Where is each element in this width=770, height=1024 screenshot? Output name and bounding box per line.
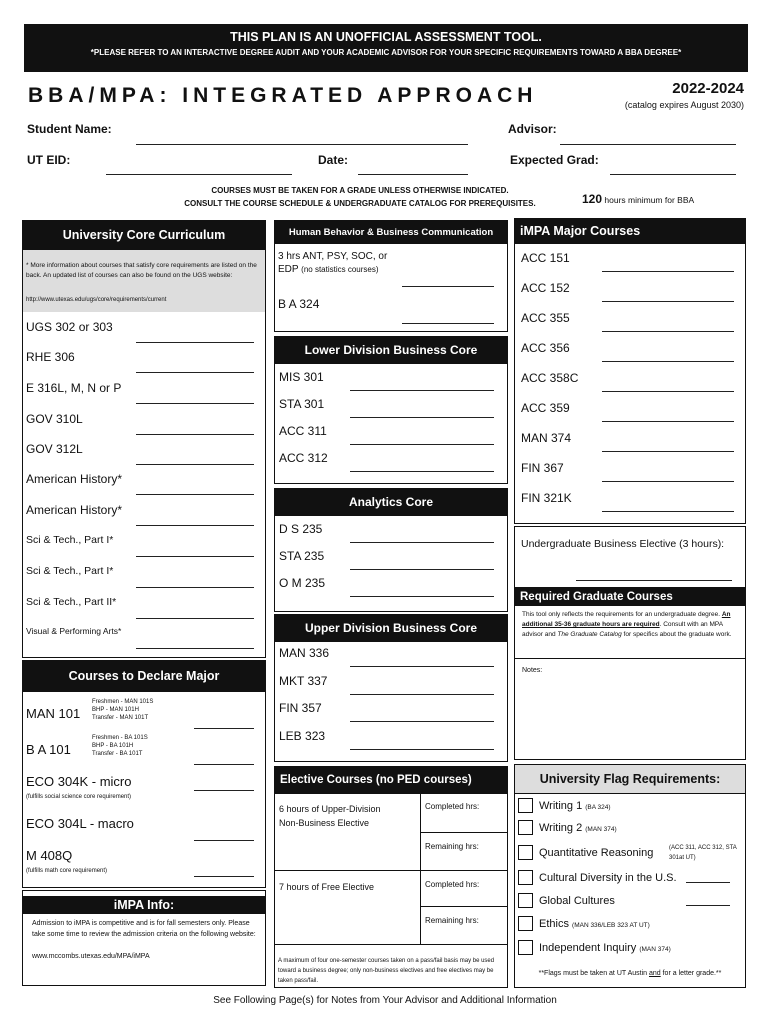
lower-div-course-field[interactable] — [350, 390, 494, 391]
ut-eid-field[interactable] — [106, 174, 292, 175]
core-course-field[interactable] — [136, 556, 254, 557]
lower-div-course-label: STA 301 — [279, 397, 325, 411]
core-course-label: GOV 312L — [26, 442, 83, 456]
major-course-label: ACC 356 — [521, 341, 570, 355]
ba101-notes — [92, 734, 148, 758]
core-course-field[interactable] — [136, 403, 254, 404]
student-name-field[interactable] — [136, 144, 468, 145]
impa-info-text: Admission to iMPA is competitive and is for fall semesters only. Please take some time to review the admission criteria on the following website: — [32, 920, 256, 938]
student-name-label: Student Name: — [27, 122, 112, 136]
ba101-note: Transfer - BA 101T — [92, 751, 143, 757]
flag-header: University Flag Requirements: — [514, 764, 746, 794]
ut-eid-label: UT EID: — [27, 153, 71, 167]
major-course-field[interactable] — [602, 481, 734, 482]
major-course-label: ACC 355 — [521, 311, 570, 325]
core-course-label: RHE 306 — [26, 350, 75, 364]
declare-major-header: Courses to Declare Major — [22, 660, 266, 692]
analytics-course-label: O M 235 — [279, 576, 326, 590]
upper-div-course-field[interactable] — [350, 666, 494, 667]
ba101-field[interactable] — [194, 764, 254, 765]
core-info-text: * More information about courses that satisfy core requirements are listed on the back. An updated list of courses can also be found on the UGS website: — [26, 262, 257, 279]
man101-note: BHP - MAN 101H — [92, 707, 139, 713]
upper-div-course-field[interactable] — [350, 694, 494, 695]
core-course-field[interactable] — [136, 494, 254, 495]
analytics-course-field[interactable] — [350, 569, 494, 570]
m408q-label: M 408Q — [26, 848, 73, 863]
expected-grad-field[interactable] — [610, 174, 736, 175]
analytics-course-field[interactable] — [350, 542, 494, 543]
major-course-field[interactable] — [602, 331, 734, 332]
flag-label: Quantitative Reasoning — [539, 847, 654, 859]
grad-courses-header: Required Graduate Courses — [514, 588, 746, 606]
grade-notice-line1: COURSES MUST BE TAKEN FOR A GRADE UNLESS OTHERWISE INDICATED. — [211, 186, 509, 195]
free-remaining-label[interactable]: Remaining hrs: — [425, 916, 479, 925]
upper-div-course-label: FIN 357 — [279, 701, 322, 715]
upper-completed-label[interactable]: Completed hrs: — [425, 802, 480, 811]
upper-div-course-label: MAN 336 — [279, 646, 330, 660]
major-course-label: MAN 374 — [521, 431, 572, 445]
expected-grad-label: Expected Grad: — [510, 153, 599, 167]
catalog-expiry: (catalog expires August 2030) — [624, 100, 744, 110]
flag-item — [539, 800, 611, 812]
major-course-field[interactable] — [602, 271, 734, 272]
grad-catalog: The Graduate Catalog — [557, 631, 622, 638]
ba101-label: B A 101 — [26, 742, 71, 757]
upper-div-course-label: MKT 337 — [279, 673, 328, 688]
analytics-course-label: D S 235 — [279, 522, 323, 536]
electives-divider — [420, 794, 421, 944]
grad-text-2: . Consult with an MPA advisor and — [522, 621, 723, 638]
cultural-diversity-field[interactable] — [686, 882, 730, 883]
flag-label: Ethics — [539, 918, 569, 930]
core-course-label: American History* — [26, 503, 123, 517]
flag-label: Global Cultures — [539, 895, 615, 907]
grade-notice — [180, 184, 540, 210]
lower-div-course-label: MIS 301 — [279, 370, 324, 384]
flag-item — [539, 847, 653, 859]
core-course-label: Sci & Tech., Part I* — [26, 534, 114, 546]
flag-label: Independent Inquiry — [539, 942, 637, 954]
man101-note: Transfer - MAN 101T — [92, 715, 149, 721]
analytics-course-label: STA 235 — [279, 549, 325, 563]
flag-footnote-and: and — [648, 970, 661, 977]
grad-courses-text — [522, 610, 742, 640]
flag-footnote — [514, 970, 746, 978]
upper-div-course-label: LEB 323 — [279, 728, 326, 743]
upper-div-header: Upper Division Business Core — [274, 614, 508, 642]
ug-elective-label: Undergraduate Business Elective (3 hours): — [521, 538, 725, 550]
m408q-field[interactable] — [194, 876, 254, 877]
flag-checkbox[interactable] — [518, 820, 533, 835]
core-course-field[interactable] — [136, 648, 254, 649]
impa-info-url[interactable]: www.mccombs.utexas.edu/MPA/iMPA — [32, 953, 150, 960]
man101-label: MAN 101 — [26, 706, 81, 721]
hbc-header: Human Behavior & Business Communication — [274, 220, 508, 244]
electives-divider — [420, 906, 508, 907]
free-elective-text: 7 hours of Free Elective — [279, 882, 375, 892]
lower-div-course-label: ACC 312 — [279, 451, 328, 465]
flag-checkbox[interactable] — [518, 870, 533, 885]
hours-value: 120 — [582, 192, 603, 206]
core-curriculum-header: University Core Curriculum — [22, 220, 266, 250]
hbc-line1: 3 hrs ANT, PSY, SOC, or — [278, 251, 388, 262]
page-title: BBA/MPA: INTEGRATED APPROACH — [28, 84, 538, 107]
date-field[interactable] — [358, 174, 468, 175]
catalog-year: 2022-2024 — [672, 80, 744, 97]
lower-div-course-field[interactable] — [350, 444, 494, 445]
eco304k-field[interactable] — [194, 790, 254, 791]
man101-note: Freshmen - MAN 101S — [92, 699, 154, 705]
grad-text-1: This tool only reflects the requirements for an undergraduate degree. — [522, 611, 721, 618]
advisor-field[interactable] — [560, 144, 736, 145]
electives-header: Elective Courses (no PED courses) — [274, 766, 508, 794]
flag-item — [539, 872, 677, 884]
ba101-note: BHP - BA 101H — [92, 743, 134, 749]
electives-panel — [274, 766, 508, 988]
impa-info-header: iMPA Info: — [22, 896, 266, 914]
flag-footnote-2: for a letter grade.** — [660, 970, 722, 977]
major-course-label: FIN 321K — [521, 491, 572, 505]
core-course-label: American History* — [26, 472, 123, 486]
banner-title: THIS PLAN IS AN UNOFFICIAL ASSESSMENT TOOL. — [230, 30, 542, 44]
major-course-field[interactable] — [602, 391, 734, 392]
upper-remaining-label[interactable]: Remaining hrs: — [425, 842, 479, 851]
man101-notes — [92, 698, 153, 722]
major-course-field[interactable] — [602, 451, 734, 452]
major-course-field[interactable] — [602, 361, 734, 362]
core-course-label: GOV 310L — [26, 412, 83, 426]
disclaimer-banner — [24, 24, 748, 72]
upper-elective-line2: Non-Business Elective — [279, 818, 370, 828]
electives-divider — [274, 944, 508, 945]
core-course-field[interactable] — [136, 618, 254, 619]
flag-note: (BA 324) — [585, 804, 611, 811]
grad-notes-divider — [514, 658, 746, 659]
analytics-header: Analytics Core — [274, 488, 508, 516]
flag-checkbox[interactable] — [518, 845, 533, 860]
eco304k-label: ECO 304K - micro — [26, 774, 132, 789]
global-cultures-field[interactable] — [686, 905, 730, 906]
hbc-line2-note: (no statistics courses) — [301, 265, 379, 274]
grad-text-3: for specifics about the graduate work. — [621, 631, 732, 638]
major-course-label: ACC 358C — [521, 371, 579, 385]
core-course-field[interactable] — [136, 587, 254, 588]
major-course-label: ACC 151 — [521, 251, 570, 265]
major-course-field[interactable] — [602, 511, 734, 512]
core-course-field[interactable] — [136, 525, 254, 526]
ba101-note: Freshmen - BA 101S — [92, 735, 148, 741]
ba324-label: B A 324 — [278, 297, 320, 311]
flag-note: (ACC 311, ACC 312, STA 301at UT) — [669, 845, 737, 861]
major-courses-header: iMPA Major Courses — [514, 218, 746, 244]
grade-notice-line2: CONSULT THE COURSE SCHEDULE & UNDERGRADUATE CATALOG FOR PREREQUISITES. — [184, 199, 536, 208]
notes-area[interactable] — [515, 676, 745, 758]
major-course-field[interactable] — [602, 421, 734, 422]
flag-item — [539, 942, 671, 954]
flag-note: (MAN 374) — [585, 826, 617, 833]
flag-checkbox[interactable] — [518, 940, 533, 955]
flag-checkbox[interactable] — [518, 798, 533, 813]
free-completed-label[interactable]: Completed hrs: — [425, 880, 480, 889]
m408q-note: (fulfills math core requirement) — [26, 868, 108, 874]
major-course-field[interactable] — [602, 301, 734, 302]
core-course-label: Sci & Tech., Part I* — [26, 565, 114, 577]
flag-note: (MAN 374) — [639, 946, 671, 953]
hours-minimum — [582, 192, 694, 206]
ba324-field[interactable] — [402, 323, 494, 324]
advisor-label: Advisor: — [508, 122, 557, 136]
ug-elective-field[interactable] — [576, 580, 732, 581]
core-course-label: Sci & Tech., Part II* — [26, 596, 117, 608]
upper-elective-text — [279, 802, 381, 830]
major-course-label: ACC 152 — [521, 281, 570, 295]
eco304k-note: (fulfills social science core requirement) — [26, 794, 132, 800]
upper-div-course-field[interactable] — [350, 749, 494, 750]
flag-item — [539, 822, 617, 834]
core-course-label: Visual & Performing Arts* — [26, 626, 122, 636]
flag-footnote-1: **Flags must be taken at UT Austin — [538, 970, 649, 977]
eco304l-label: ECO 304L - macro — [26, 816, 134, 831]
lower-div-course-label: ACC 311 — [279, 424, 327, 438]
major-course-label: ACC 359 — [521, 401, 570, 415]
page-footer: See Following Page(s) for Notes from Your Advisor and Additional Information — [213, 995, 557, 1006]
pass-fail-note: A maximum of four one-semester courses taken on a pass/fail basis may be used toward a business degree; only non-business electives and free electives may be taken pass/fail. — [278, 958, 495, 984]
electives-divider — [420, 832, 508, 833]
upper-elective-line1: 6 hours of Upper-Division — [279, 804, 381, 814]
core-course-field[interactable] — [136, 434, 254, 435]
hours-text: hours minimum for BBA — [604, 195, 695, 205]
hbc-line2-wrap — [278, 264, 379, 275]
flag-label: Cultural Diversity in the U.S. — [539, 872, 677, 884]
core-course-field[interactable] — [136, 342, 254, 343]
upper-div-course-field[interactable] — [350, 721, 494, 722]
flag-note: (MAN 336/LEB 323 AT UT) — [572, 922, 650, 929]
flag-item — [539, 895, 615, 907]
banner-subtitle: *PLEASE REFER TO AN INTERACTIVE DEGREE AUDIT AND YOUR ACADEMIC ADVISOR FOR YOUR SPECIFIC REQUIREMENTS TOWARD A BBA DEGREE* — [90, 48, 682, 57]
lower-div-course-field[interactable] — [350, 471, 494, 472]
hbc-line2: EDP — [278, 264, 299, 275]
man101-field[interactable] — [194, 728, 254, 729]
lower-div-course-field[interactable] — [350, 417, 494, 418]
core-course-label: E 316L, M, N or P — [26, 381, 122, 395]
flag-label: Writing 1 — [539, 800, 583, 812]
grad-text-required: An additional 35-36 graduate hours are required — [522, 611, 731, 628]
core-course-field[interactable] — [136, 464, 254, 465]
ug-elective-panel — [514, 526, 746, 588]
analytics-course-field[interactable] — [350, 596, 494, 597]
notes-label: Notes: — [522, 667, 543, 674]
core-info-url: http://www.utexas.edu/ugs/core/requirements/current — [26, 297, 167, 303]
flag-checkbox[interactable] — [518, 916, 533, 931]
eco304l-field[interactable] — [194, 840, 254, 841]
flag-checkbox[interactable] — [518, 893, 533, 908]
date-label: Date: — [318, 153, 349, 167]
hbc-field[interactable] — [402, 286, 494, 287]
major-course-label: FIN 367 — [521, 461, 564, 475]
flag-item — [539, 918, 650, 930]
electives-divider — [274, 870, 508, 871]
core-course-field[interactable] — [136, 372, 254, 373]
flag-label: Writing 2 — [539, 822, 583, 834]
core-course-label: UGS 302 or 303 — [26, 320, 113, 334]
lower-div-header: Lower Division Business Core — [274, 336, 508, 364]
